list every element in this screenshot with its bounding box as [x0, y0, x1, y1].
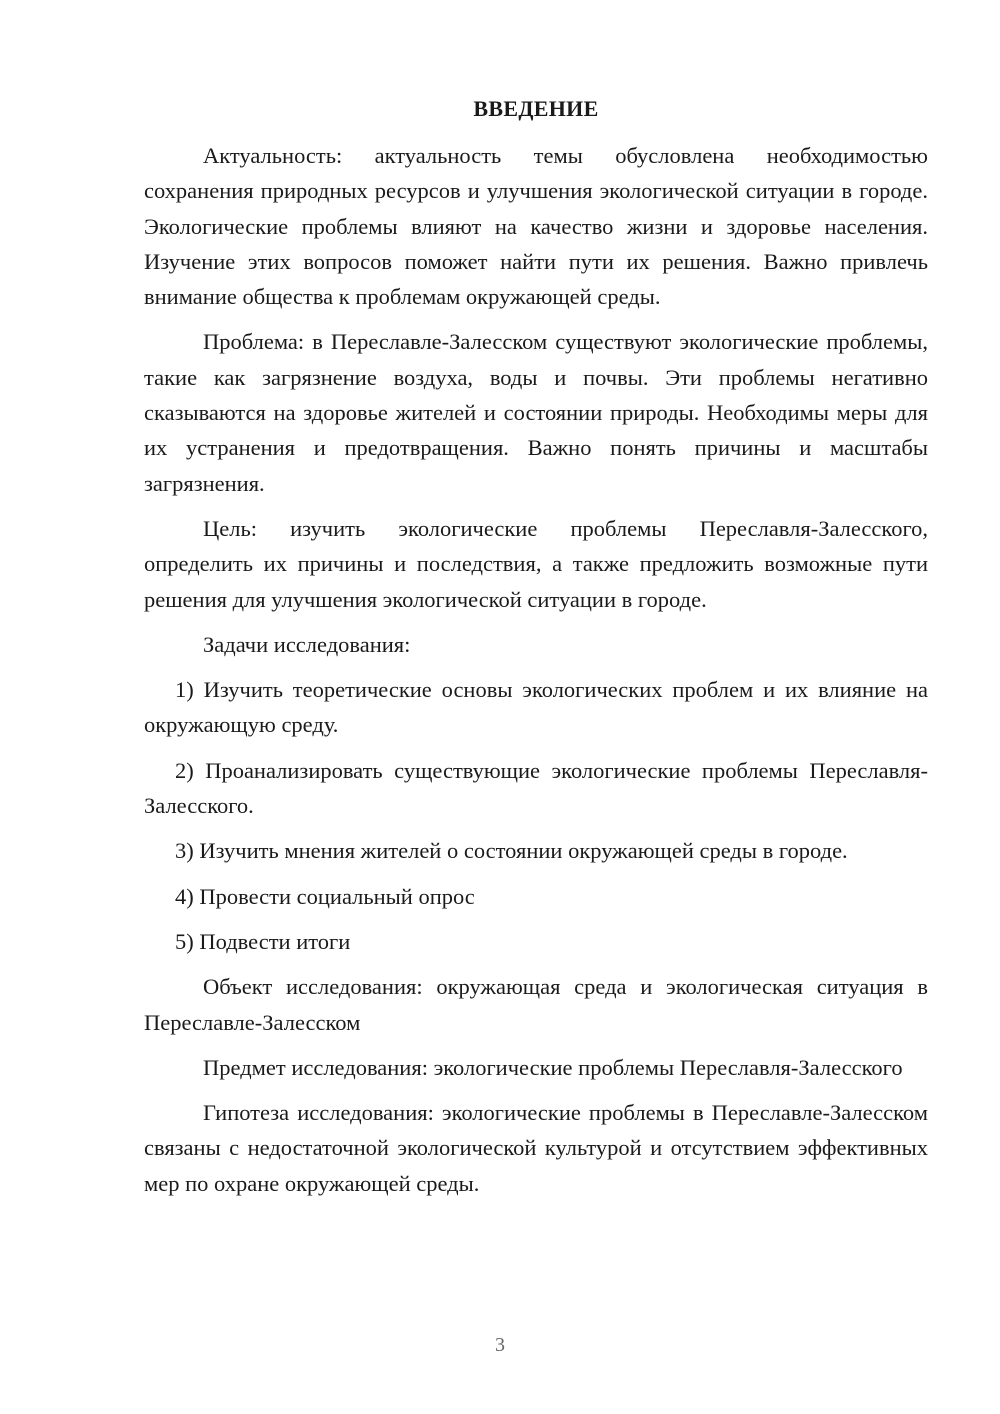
task-item-5: 5) Подвести итоги [175, 928, 351, 954]
paragraph-tasks-title: Задачи исследования: [203, 631, 411, 657]
task-item-4: 4) Провести социальный опрос [175, 883, 475, 909]
paragraph-problem: Проблема: в Переславле-Залесском существуют экологические проблемы, такие как загрязнение воздуха, воды и почвы. Эти проблемы негативно сказываются на здоровье жителей и состоянии природы. Необходимы меры для их устранения и предотвращения. Важно понять причины и масштабы загрязнения. [144, 329, 928, 496]
paragraph-hypothesis: Гипотеза исследования: экологические проблемы в Переславле-Залесском связаны с недостаточной экологической культурой и отсутствием эффективных мер по охране окружающей среды. [144, 1100, 928, 1196]
section-heading: ВВЕДЕНИЕ [473, 96, 599, 121]
task-item-3: 3) Изучить мнения жителей о состоянии окружающей среды в городе. [175, 838, 848, 864]
document-page [144, 96, 928, 1211]
task-item-2: 2) Проанализировать существующие экологические проблемы Переславля-Залесского. [144, 757, 928, 819]
paragraph-relevance: Актуальность: актуальность темы обусловлена необходимостью сохранения природных ресурсов и улучшения экологической ситуации в городе. Экологические проблемы влияют на качество жизни и здоровье населения. Изучение этих вопросов поможет найти пути их решения. Важно привлечь внимание общества к проблемам окружающей среды. [144, 143, 928, 310]
task-item-1: 1) Изучить теоретические основы экологических проблем и их влияние на окружающую среду. [144, 677, 928, 738]
paragraph-subject: Предмет исследования: экологические проблемы Переславля-Залесского [203, 1054, 903, 1080]
paragraph-object: Объект исследования: окружающая среда и экологическая ситуация в Переславле-Залесском [144, 974, 928, 1035]
page-number: 3 [495, 1334, 505, 1356]
paragraph-goal: Цель: изучить экологические проблемы Переславля-Залесского, определить их причины и последствия, а также предложить возможные пути решения для улучшения экологической ситуации в городе. [144, 515, 928, 612]
